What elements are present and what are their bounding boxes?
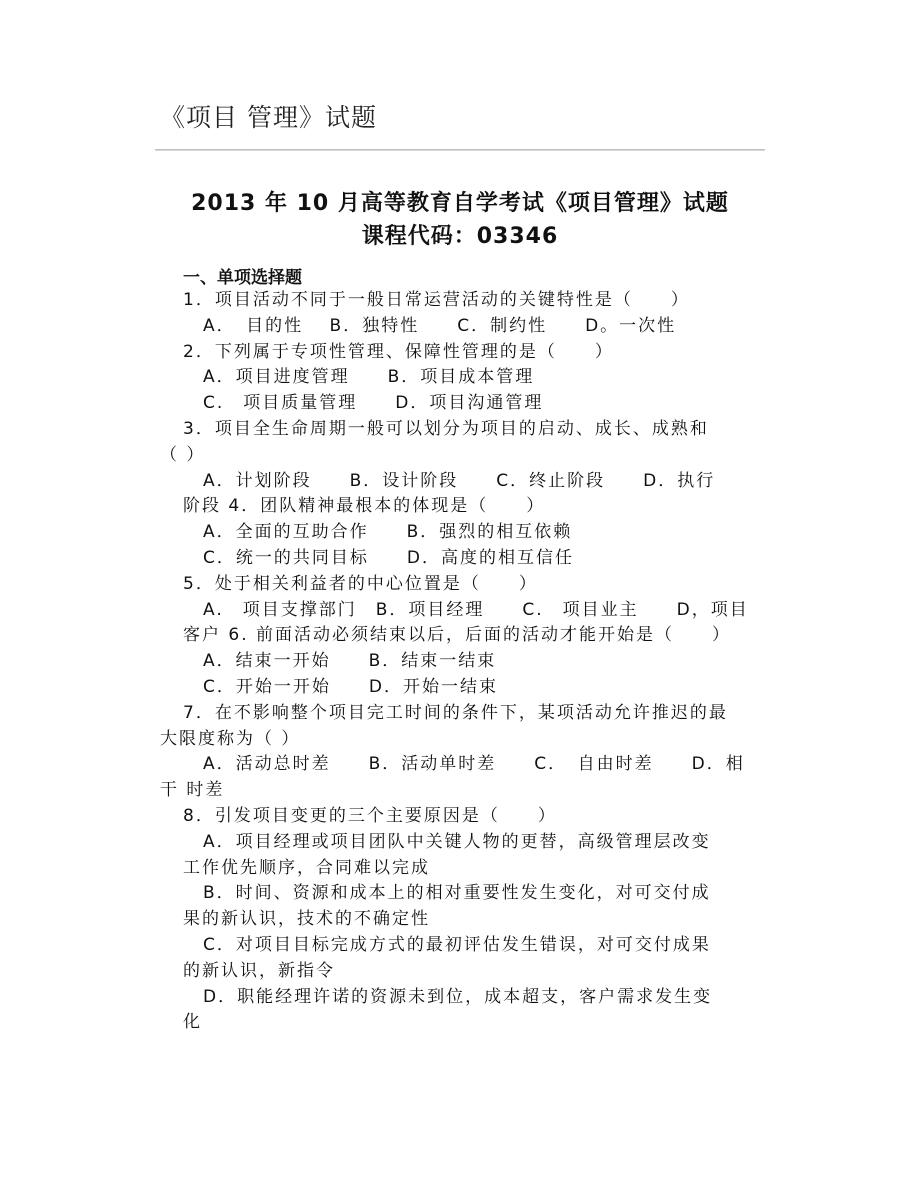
wrap-line: （ ） [160,444,206,465]
question-line: 2．下列属于专项性管理、保障性管理的是（ ） [183,341,614,362]
option-line: A．活动总时差 B．活动单时差 C． 自由时差 D．相 [203,754,745,775]
wrap-line: 阶段 4．团队精神最根本的体现是（ ） [183,496,546,517]
question-line: 1．项目活动不同于一般日常运营活动的关键特性是（ ） [183,290,690,310]
question-line: 3．项目全生命周期一般可以划分为项目的启动、成长、成熟和 [183,418,709,439]
wrap-line: 的新认识，新指令 [183,960,335,981]
question-line: 8．引发项目变更的三个主要原因是（ ） [183,805,557,826]
option-line: A．项目进度管理 B．项目成本管理 [203,367,535,388]
option-line: A. 项目支撑部门 B．项目经理 C. 项目业主 D，项目 [203,599,749,620]
option-line: A．结束一开始 B．结束一结束 [203,651,497,672]
option-line: C．对项目目标完成方式的最初评估发生错误，对可交付成果 [203,934,711,955]
document-header-title: 《项目 管理》试题 [160,103,377,132]
question-line: 5．处于相关利益者的中心位置是（ ） [183,573,538,594]
section-heading: 一、单项选择题 [183,268,302,288]
exam-title: 2013 年 10 月高等教育自学考试《项目管理》试题 [191,191,729,216]
option-line: A．项目经理或项目团队中关键人物的更替，高级管理层改变 [203,831,711,852]
option-line: A． 目的性 B．独特性 C．制约性 D。一次性 [203,315,677,336]
option-line: C．开始一开始 D．开始一结束 [203,676,498,697]
question-line: 7．在不影响整个项目完工时间的条件下，某项活动允许推迟的最 [183,702,728,723]
option-line: C. 项目质量管理 D．项目沟通管理 [203,393,544,414]
course-code: 课程代码：03346 [361,224,559,249]
option-line: A．全面的互助合作 B．强烈的相互依赖 [203,522,573,543]
question-list [0,288,920,1036]
option-line: A．计划阶段 B．设计阶段 C．终止阶段 D．执行 [203,470,716,491]
wrap-line: 果的新认识，技术的不确定性 [183,909,430,930]
wrap-line: 化 [183,1012,202,1033]
option-line: D．职能经理许诺的资源未到位，成本超支，客户需求发生变 [203,986,713,1007]
header-divider [155,149,765,151]
wrap-line: 干 时差 [160,780,225,801]
option-line: C．统一的共同目标 D．高度的相互信任 [203,547,574,568]
wrap-line: 客户 6. 前面活动必须结束以后，后面的活动才能开始是（ ） [183,625,732,646]
wrap-line: 大限度称为（ ） [160,728,301,749]
option-line: B．时间、资源和成本上的相对重要性发生变化，对可交付成 [203,883,711,904]
wrap-line: 工作优先顺序，合同难以完成 [183,857,430,878]
